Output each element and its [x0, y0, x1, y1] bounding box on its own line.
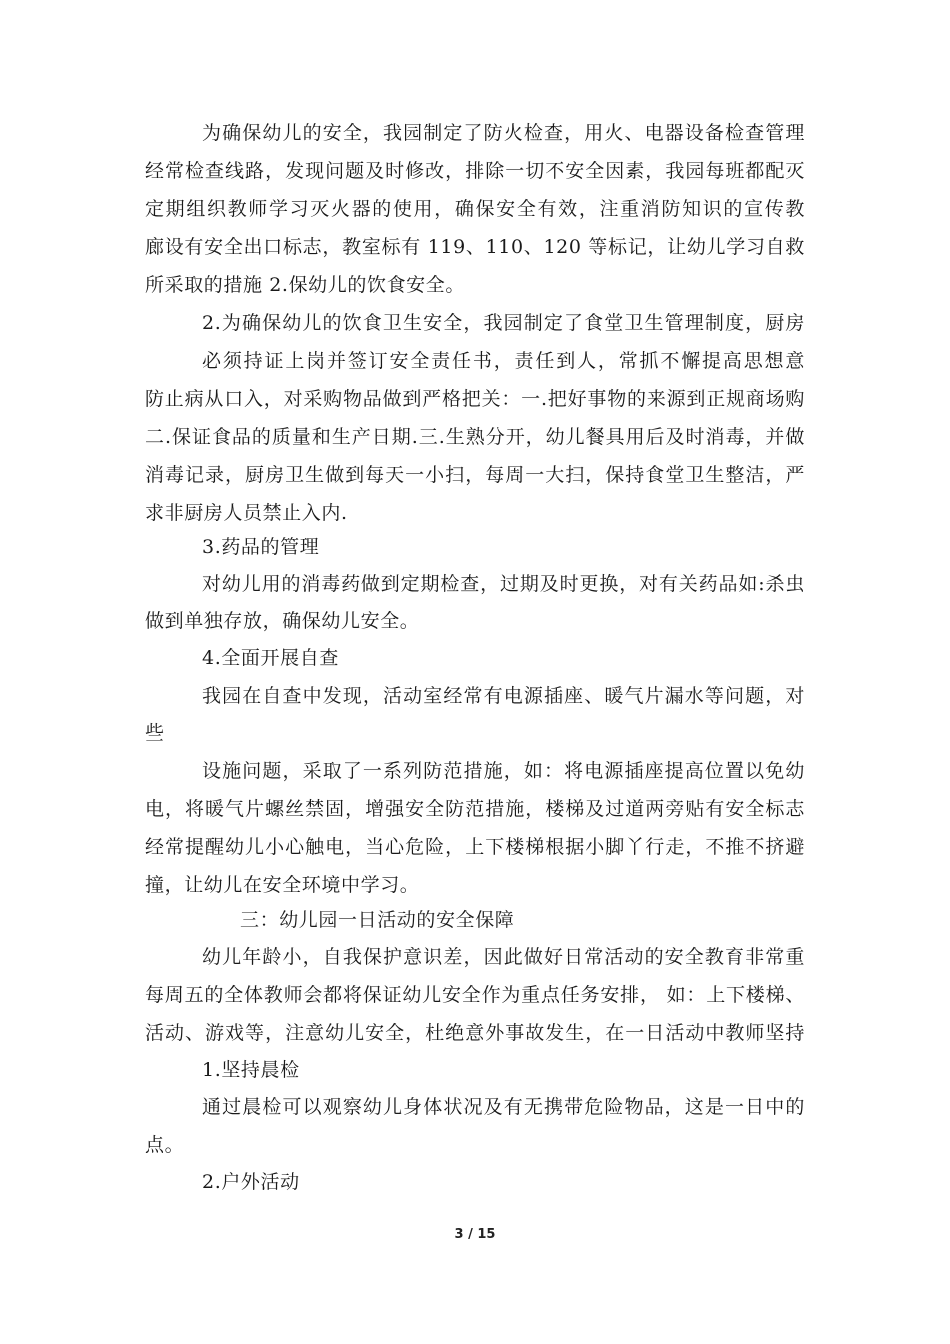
text-line: 经常检查线路，发现问题及时修改，排除一切不安全因素，我园每班都配灭	[145, 160, 805, 182]
text-line: 经常提醒幼儿小心触电，当心危险，上下楼梯根据小脚丫行走，不推不挤避	[145, 836, 805, 858]
text-line: 些	[145, 722, 165, 744]
section-heading: 三：幼儿园一日活动的安全保障	[240, 909, 515, 931]
text-line: 撞，让幼儿在安全环境中学习。	[145, 874, 420, 896]
section-heading: 3.药品的管理	[202, 536, 320, 558]
text-line: 二.保证食品的质量和生产日期.三.生熟分开，幼儿餐具用后及时消毒，并做	[145, 426, 805, 448]
section-heading: 1.坚持晨检	[202, 1059, 300, 1081]
text-line: 做到单独存放，确保幼儿安全。	[145, 610, 420, 632]
text-line: 电，将暖气片螺丝禁固，增强安全防范措施，楼梯及过道两旁贴有安全标志	[145, 798, 805, 820]
text-line: 对幼儿用的消毒药做到定期检查，过期及时更换，对有关药品如:杀虫	[202, 573, 805, 595]
text-line: 消毒记录，厨房卫生做到每天一小扫，每周一大扫，保持食堂卫生整洁，严	[145, 464, 805, 486]
section-heading: 2.户外活动	[202, 1171, 300, 1193]
page-number: 3 / 15	[454, 1227, 496, 1242]
text-line: 所采取的措施 2.保幼儿的饮食安全。	[145, 274, 465, 296]
text-line: 廊设有安全出口标志，教室标有 119、110、120 等标记，让幼儿学习自救	[145, 236, 805, 258]
text-line: 2.为确保幼儿的饮食卫生安全，我园制定了食堂卫生管理制度，厨房	[202, 312, 805, 334]
text-line: 我园在自查中发现，活动室经常有电源插座、暖气片漏水等问题，对	[202, 685, 805, 707]
text-line: 点。	[145, 1134, 185, 1156]
text-line: 求非厨房人员禁止入内.	[145, 502, 348, 524]
text-line: 定期组织教师学习灭火器的使用，确保安全有效，注重消防知识的宣传教	[145, 198, 805, 220]
text-line: 每周五的全体教师会都将保证幼儿安全作为重点任务安排， 如：上下楼梯、	[145, 984, 805, 1006]
text-line: 活动、游戏等，注意幼儿安全，杜绝意外事故发生，在一日活动中教师坚持	[145, 1022, 805, 1044]
text-line: 通过晨检可以观察幼儿身体状况及有无携带危险物品，这是一日中的	[202, 1096, 805, 1118]
text-line: 防止病从口入，对采购物品做到严格把关：一.把好事物的来源到正规商场购	[145, 388, 805, 410]
section-heading: 4.全面开展自查	[202, 647, 339, 669]
text-line: 幼儿年龄小，自我保护意识差，因此做好日常活动的安全教育非常重	[202, 946, 805, 968]
text-line: 设施问题，采取了一系列防范措施，如：将电源插座提高位置以免幼	[202, 760, 805, 782]
text-line: 必须持证上岗并签订安全责任书，责任到人，常抓不懈提高思想意	[202, 350, 805, 372]
text-line: 为确保幼儿的安全，我园制定了防火检查，用火、电器设备检查管理	[202, 122, 805, 144]
